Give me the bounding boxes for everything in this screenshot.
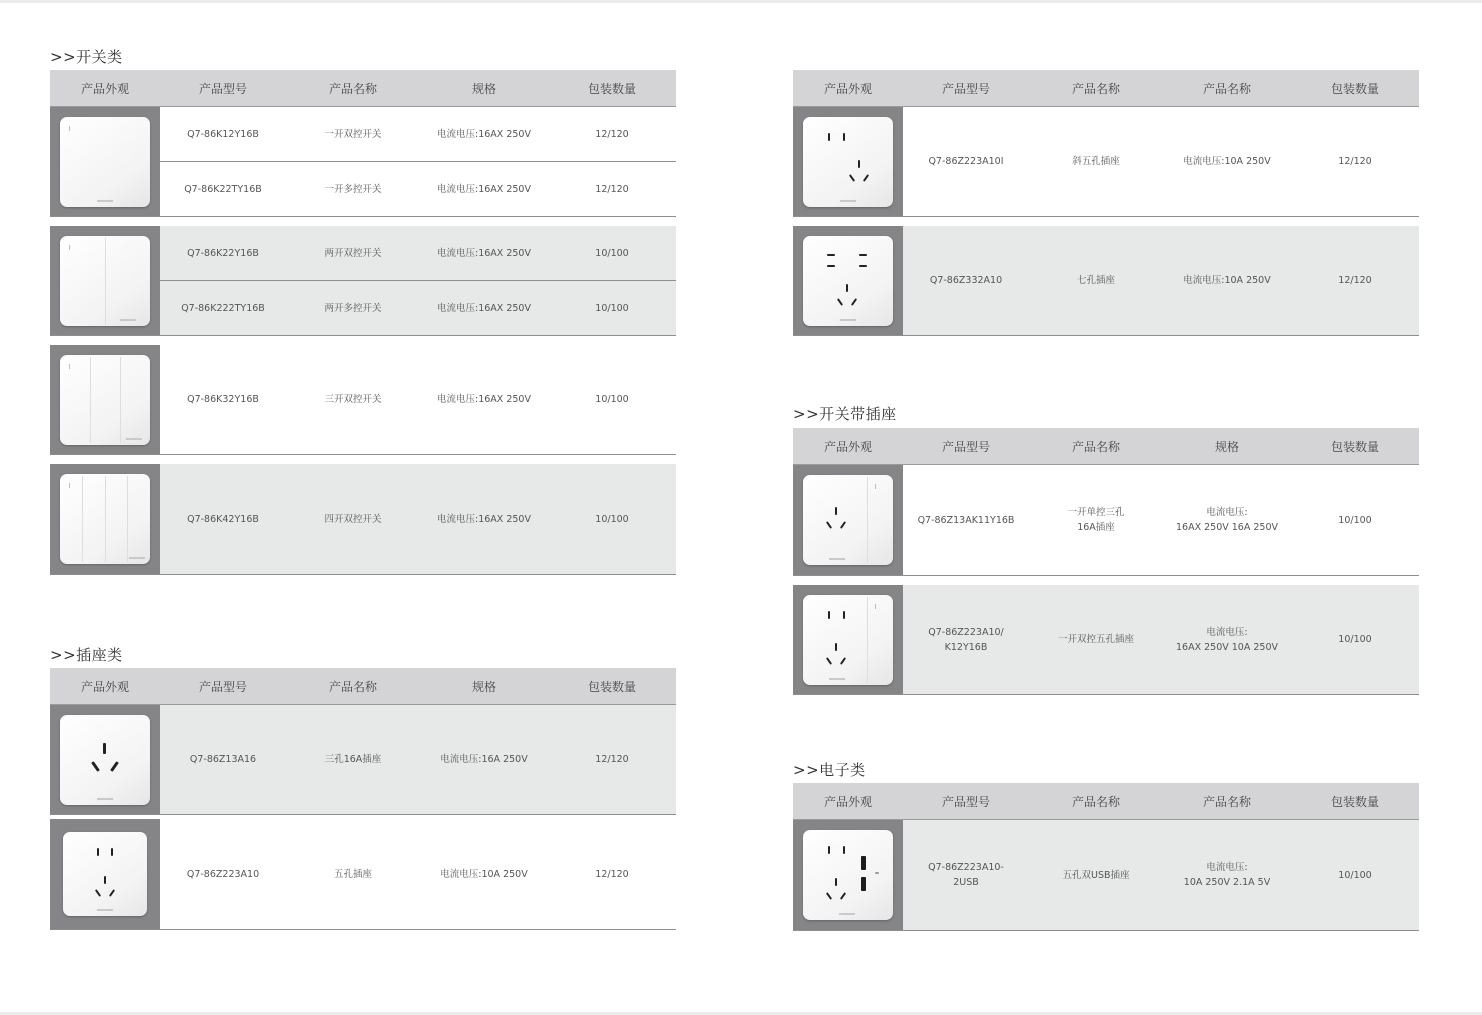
five-hole-usb-socket-icon (803, 830, 893, 920)
table-header (50, 70, 676, 107)
section-title-switches: >>开关类 (50, 48, 123, 66)
model-cell: Q7-86K12Y16B (187, 128, 259, 140)
product-group (50, 464, 676, 575)
col-header: 包装数量 (587, 679, 636, 694)
col-header: 产品名称 (328, 81, 377, 96)
name-cell: 三孔16A插座 (324, 754, 382, 765)
product-group (793, 226, 1419, 336)
col-header: 包装数量 (1330, 81, 1379, 96)
table-row (903, 465, 1419, 575)
two-gang-switch-icon (60, 236, 150, 326)
product-group (50, 226, 676, 336)
col-header: 规格 (471, 679, 496, 694)
product-image (50, 705, 160, 814)
col-header: 产品型号 (941, 81, 990, 96)
table-row (160, 280, 676, 335)
qty-cell: 12/120 (1338, 156, 1372, 167)
product-image (50, 226, 160, 335)
qty-cell: 10/100 (1338, 869, 1372, 881)
table-header (793, 428, 1419, 465)
spec-cell: 电流电压:10A 250V (1183, 275, 1271, 286)
spec-cell: 电流电压:16AX 250V (437, 183, 531, 195)
model-cell: Q7-86Z223A10 (186, 868, 260, 880)
product-group (793, 465, 1419, 576)
name-cell: 一开多控开关 (324, 183, 382, 195)
qty-cell: 10/100 (595, 247, 629, 259)
spec-cell: 电流电压:16AX 250V (437, 302, 531, 314)
product-group (50, 107, 676, 217)
model-cell: Q7-86K32Y16B (187, 394, 259, 405)
name-cell: 三开双控开关 (324, 394, 382, 405)
table-header (50, 668, 676, 705)
model-cell: Q7-86Z13A16 (189, 754, 257, 765)
col-header: 产品型号 (198, 679, 247, 694)
model-cell: Q7-86Z223A10I (928, 156, 1004, 167)
model-cell: Q7-86K42Y16B (187, 513, 259, 525)
one-gang-switch-icon (60, 117, 150, 207)
col-header: 包装数量 (587, 81, 636, 96)
section-title-sockets: >>插座类 (50, 646, 123, 664)
col-header: 产品外观 (80, 81, 129, 96)
product-image (50, 819, 160, 929)
qty-cell: 10/100 (595, 394, 629, 405)
product-image (793, 820, 903, 930)
product-image (793, 585, 903, 694)
name-cell: 一开双控开关 (324, 128, 382, 140)
col-header: 产品型号 (941, 439, 990, 454)
col-header: 包装数量 (1330, 794, 1379, 809)
table-row (903, 107, 1419, 216)
name-cell: 斜五孔插座 (1072, 156, 1120, 167)
spec-cell: 电流电压:10A 250V (440, 868, 528, 880)
three-gang-switch-icon (60, 355, 150, 445)
switch-with-three-pin-socket-icon (803, 475, 893, 565)
model-cell: Q7-86Z13AK11Y16B (917, 514, 1015, 526)
model-cell: Q7-86Z223A10- 2USB (928, 862, 1004, 888)
product-image (50, 107, 160, 216)
switches-table (50, 70, 676, 575)
table-row (903, 226, 1419, 335)
name-cell: 两开多控开关 (324, 302, 382, 314)
qty-cell: 12/120 (595, 868, 629, 880)
qty-cell: 10/100 (595, 302, 629, 314)
col-header: 产品型号 (941, 794, 990, 809)
product-image (50, 345, 160, 454)
model-cell: Q7-86K222TY16B (181, 302, 265, 314)
table-header (793, 783, 1419, 820)
col-header: 产品名称 (1071, 794, 1120, 809)
spec-cell: 电流电压:16AX 250V (437, 513, 531, 525)
spec-cell: 电流电压: 10A 250V 2.1A 5V (1183, 862, 1271, 888)
col-header: 包装数量 (1330, 439, 1379, 454)
table-row (160, 345, 676, 454)
name-cell: 两开双控开关 (324, 247, 382, 259)
col-header: 产品名称 (1202, 794, 1251, 809)
spec-cell: 电流电压:16AX 250V (437, 128, 531, 140)
col-header: 产品外观 (823, 81, 872, 96)
col-header: 产品名称 (1071, 81, 1120, 96)
table-row (903, 820, 1419, 930)
col-header: 产品名称 (328, 679, 377, 694)
switch-with-five-hole-socket-icon (803, 595, 893, 685)
qty-cell: 10/100 (595, 513, 629, 525)
table-row (160, 161, 676, 216)
col-header: 规格 (471, 81, 496, 96)
table-row (903, 585, 1419, 694)
section-title-switch-socket: >>开关带插座 (793, 405, 897, 423)
spec-cell: 电流电压:16AX 250V (437, 247, 531, 259)
col-header: 产品外观 (80, 679, 129, 694)
product-image (793, 107, 903, 216)
table-row (160, 226, 676, 280)
spec-cell: 电流电压: 16AX 250V 16A 250V (1175, 507, 1278, 533)
section-title-electronic: >>电子类 (793, 761, 866, 779)
col-header: 规格 (1214, 439, 1239, 454)
table-row (160, 819, 676, 929)
spec-cell: 电流电压: 16AX 250V 10A 250V (1175, 626, 1278, 653)
col-header: 产品外观 (823, 794, 872, 809)
model-cell: Q7-86Z332A10 (929, 275, 1003, 286)
table-header (793, 70, 1419, 107)
three-pin-socket-icon (60, 715, 150, 805)
name-cell: 一开双控五孔插座 (1057, 634, 1134, 645)
product-group (793, 585, 1419, 695)
col-header: 产品名称 (1202, 81, 1251, 96)
switch-socket-table (793, 428, 1419, 695)
name-cell: 四开双控开关 (324, 513, 382, 525)
sockets-continued-table (793, 70, 1419, 336)
five-hole-socket-icon (63, 832, 147, 916)
model-cell: Q7-86K22TY16B (184, 183, 262, 195)
top-divider (0, 0, 1482, 3)
col-header: 产品名称 (1071, 439, 1120, 454)
product-group (793, 820, 1419, 931)
spec-cell: 电流电压:16A 250V (440, 754, 528, 765)
model-cell: Q7-86K22Y16B (187, 247, 259, 259)
qty-cell: 12/120 (1338, 275, 1372, 286)
product-image (793, 465, 903, 575)
col-header: 产品型号 (198, 81, 247, 96)
name-cell: 七孔插座 (1076, 275, 1115, 286)
name-cell: 五孔双USB插座 (1062, 869, 1130, 881)
product-group (793, 107, 1419, 217)
qty-cell: 10/100 (1338, 634, 1372, 645)
seven-hole-socket-icon (803, 236, 893, 326)
spec-cell: 电流电压:10A 250V (1183, 156, 1271, 167)
electronic-table (793, 783, 1419, 931)
col-header: 产品外观 (823, 439, 872, 454)
product-image (50, 464, 160, 574)
model-cell: Q7-86Z223A10/ K12Y16B (928, 626, 1004, 653)
sockets-table (50, 668, 676, 930)
product-group (50, 345, 676, 455)
qty-cell: 10/100 (1338, 514, 1372, 526)
product-group (50, 705, 676, 815)
four-gang-switch-icon (60, 474, 150, 564)
table-row (160, 705, 676, 814)
name-cell: 一开单控三孔 16A插座 (1067, 507, 1125, 533)
qty-cell: 12/120 (595, 754, 629, 765)
product-group (50, 819, 676, 930)
spec-cell: 电流电压:16AX 250V (437, 394, 531, 405)
slanted-five-hole-socket-icon (803, 117, 893, 207)
qty-cell: 12/120 (595, 183, 629, 195)
qty-cell: 12/120 (595, 128, 629, 140)
table-row (160, 107, 676, 161)
product-image (793, 226, 903, 335)
name-cell: 五孔插座 (333, 868, 372, 880)
table-row (160, 464, 676, 574)
